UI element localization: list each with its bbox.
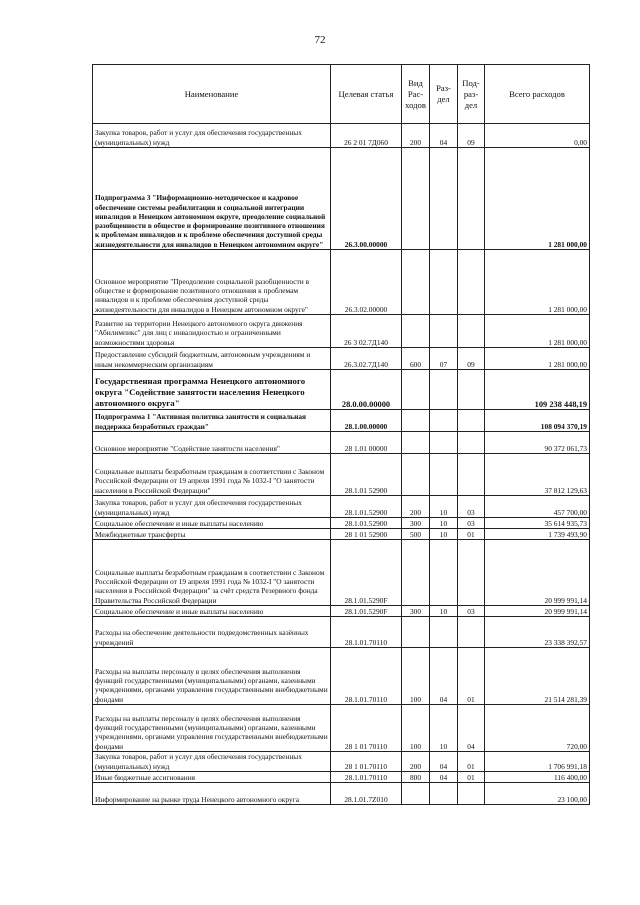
- table-cell-section: 10: [430, 705, 458, 752]
- table-cell-name: Закупка товаров, работ и услуг для обеспечения государственных (муниципальных) нужд: [93, 752, 331, 772]
- table-cell-name: Иные бюджетные ассигнования: [93, 772, 331, 783]
- table-cell-total: 1 281 000,00: [485, 348, 590, 370]
- table-cell-subsection: 01: [458, 772, 485, 783]
- table-cell-name: Закупка товаров, работ и услуг для обеспечения государственных (муниципальных) нужд: [93, 496, 331, 518]
- table-cell-code: 26 2 01 7Д060: [331, 124, 402, 148]
- table-cell-type: [402, 540, 430, 606]
- table-cell-total: 35 614 935,73: [485, 518, 590, 529]
- table-row: [93, 529, 590, 540]
- table-cell-code: 28 1 01.70110: [331, 752, 402, 772]
- table-cell-code: 28.1.01.5290F: [331, 540, 402, 606]
- table-cell-code: 28.1.01.70110: [331, 648, 402, 705]
- table-cell-code: 28 1.01 00000: [331, 432, 402, 454]
- table-cell-section: 04: [430, 772, 458, 783]
- page-number: 72: [314, 34, 326, 46]
- header-type: Вид Рас-ходов: [402, 65, 430, 124]
- table-cell-type: [402, 783, 430, 805]
- table-row: [93, 348, 590, 370]
- table-cell-name: Развитие на территории Ненецкого автономного округа движения "Абилимпикс" для лиц с инвалидностью и ограниченными возможностями здоровья: [93, 315, 331, 348]
- table-cell-type: 600: [402, 348, 430, 370]
- table-cell-code: 28 1 01 52900: [331, 529, 402, 540]
- table-cell-type: 100: [402, 648, 430, 705]
- table-cell-total: 1 281 000,00: [485, 250, 590, 315]
- table-cell-code: 28.1.01.70110: [331, 772, 402, 783]
- table-cell-type: 200: [402, 752, 430, 772]
- table-row: [93, 250, 590, 315]
- header-section: Раз-дел: [430, 65, 458, 124]
- table-row: [93, 540, 590, 606]
- table-cell-subsection: [458, 540, 485, 606]
- table-cell-type: 100: [402, 705, 430, 752]
- table-cell-subsection: [458, 148, 485, 250]
- table-row: [93, 648, 590, 705]
- table-cell-section: 07: [430, 348, 458, 370]
- table-cell-section: [430, 432, 458, 454]
- table-cell-total: 1 281 000,00: [485, 148, 590, 250]
- table-cell-subsection: [458, 432, 485, 454]
- table-cell-name: Социальное обеспечение и иные выплаты населению: [93, 518, 331, 529]
- table-cell-section: 10: [430, 496, 458, 518]
- table-cell-section: [430, 250, 458, 315]
- table-row: [93, 432, 590, 454]
- table-cell-subsection: 09: [458, 348, 485, 370]
- table-cell-total: 116 400,00: [485, 772, 590, 783]
- table-cell-section: [430, 617, 458, 648]
- table-cell-code: 28 1 01 70110: [331, 705, 402, 752]
- table-cell-total: 20 999 991,14: [485, 606, 590, 617]
- table-row: [93, 496, 590, 518]
- table-cell-code: 26 3 02.7Д140: [331, 315, 402, 348]
- table-cell-total: 23 338 392,57: [485, 617, 590, 648]
- table-cell-total: 21 514 281,39: [485, 648, 590, 705]
- table-cell-section: [430, 454, 458, 496]
- table-cell-type: 300: [402, 606, 430, 617]
- table-cell-name: Расходы на выплаты персоналу в целях обеспечения выполнения функций государственными (муниципальными) органами, казенными учреждениями, органами управления государственными внебюджетными фондами: [93, 705, 331, 752]
- table-cell-section: [430, 783, 458, 805]
- table-cell-section: 10: [430, 518, 458, 529]
- table-cell-name: Информирование на рынке труда Ненецкого автономного округа: [93, 783, 331, 805]
- table-cell-name: Подпрограмма 3 "Информационно-методическое и кадровое обеспечение системы реабилитации и социальной интеграции инвалидов в Ненецком автономном округе, преодоление социальной разобщенности в обществе и формирование позитивного отношения к проблемам инвалидов и к проблеме обеспечения доступной среды жизнедеятельности для инвалидов в Ненецком автономном округе": [93, 148, 331, 250]
- table-cell-type: [402, 410, 430, 432]
- table-cell-total: 1 281 000,00: [485, 315, 590, 348]
- table-cell-section: [430, 370, 458, 410]
- table-cell-type: [402, 315, 430, 348]
- table-cell-type: [402, 370, 430, 410]
- table-cell-code: 26.3.00.00000: [331, 148, 402, 250]
- table-cell-type: [402, 250, 430, 315]
- table-cell-name: Закупка товаров, работ и услуг для обеспечения государственных (муниципальных) нужд: [93, 124, 331, 148]
- table-cell-subsection: [458, 617, 485, 648]
- table-cell-total: 108 094 370,19: [485, 410, 590, 432]
- table-row: [93, 752, 590, 772]
- table-row: [93, 124, 590, 148]
- table-row: [93, 410, 590, 432]
- table-cell-code: 28.1.01.5290F: [331, 606, 402, 617]
- table-cell-type: 800: [402, 772, 430, 783]
- table-row: [93, 148, 590, 250]
- table-cell-type: 500: [402, 529, 430, 540]
- table-cell-name: Подпрограмма 1 "Активная политика занятости и социальная поддержка безработных граждан": [93, 410, 331, 432]
- table-cell-total: 1 706 991,18: [485, 752, 590, 772]
- table-cell-name: Основное мероприятие "Содействие занятости населения": [93, 432, 331, 454]
- table-row: [93, 783, 590, 805]
- table-cell-name: Социальные выплаты безработным гражданам в соответствии с Законом Российской Федерации от 19 апреля 1991 года № 1032-I "О занятости населения в Российской Федерации" за счёт средств Резервного фонда Правительства Российской Федерации: [93, 540, 331, 606]
- budget-table: [92, 64, 590, 805]
- table-row: [93, 518, 590, 529]
- table-cell-total: 20 999 991,14: [485, 540, 590, 606]
- table-cell-code: 28.1.01 52900: [331, 454, 402, 496]
- table-row: [93, 705, 590, 752]
- table-cell-subsection: 01: [458, 648, 485, 705]
- table-cell-section: 10: [430, 529, 458, 540]
- table-cell-section: [430, 410, 458, 432]
- table-cell-type: [402, 432, 430, 454]
- table-cell-section: [430, 148, 458, 250]
- table-cell-total: 23 100,00: [485, 783, 590, 805]
- table-cell-total: 109 238 448,19: [485, 370, 590, 410]
- table-cell-section: [430, 315, 458, 348]
- table-row: [93, 454, 590, 496]
- header-target: Целевая статья: [331, 65, 402, 124]
- header-subsection: Под-раз-дел: [458, 65, 485, 124]
- table-cell-total: 457 700,00: [485, 496, 590, 518]
- table-cell-subsection: [458, 783, 485, 805]
- table-cell-code: 28.1.01.52900: [331, 496, 402, 518]
- table-cell-subsection: 03: [458, 496, 485, 518]
- table-cell-subsection: 03: [458, 606, 485, 617]
- table-cell-section: [430, 540, 458, 606]
- table-cell-total: 0,00: [485, 124, 590, 148]
- table-row: [93, 772, 590, 783]
- table-cell-name: Предоставление субсидий бюджетным, автономным учреждениям и иным некоммерческим организациям: [93, 348, 331, 370]
- table-cell-type: [402, 454, 430, 496]
- table-cell-total: 720,00: [485, 705, 590, 752]
- table-cell-code: 26.3.02.7Д140: [331, 348, 402, 370]
- table-cell-subsection: [458, 454, 485, 496]
- table-cell-name: Расходы на выплаты персоналу в целях обеспечения выполнения функций государственными (муниципальными) органами, казенными учреждениями, органами управления государственными внебюджетными фондами: [93, 648, 331, 705]
- table-cell-type: [402, 617, 430, 648]
- table-cell-section: 04: [430, 648, 458, 705]
- table-cell-type: 200: [402, 124, 430, 148]
- table-cell-subsection: [458, 370, 485, 410]
- table-cell-type: 200: [402, 496, 430, 518]
- table-cell-subsection: 09: [458, 124, 485, 148]
- table-cell-name: Межбюджетные трансферты: [93, 529, 331, 540]
- table-cell-section: 04: [430, 124, 458, 148]
- table-cell-subsection: 01: [458, 529, 485, 540]
- table-cell-total: 90 372 061,73: [485, 432, 590, 454]
- table-cell-name: Государственная программа Ненецкого автономного округа "Содействие занятости населения Ненецкого автономного округа": [93, 370, 331, 410]
- table-row: [93, 617, 590, 648]
- table-cell-subsection: [458, 250, 485, 315]
- header-name: Наименование: [93, 65, 331, 124]
- table-cell-code: 28.1.01.70110: [331, 617, 402, 648]
- table-cell-subsection: 03: [458, 518, 485, 529]
- table-cell-subsection: [458, 315, 485, 348]
- table-cell-total: 1 739 493,90: [485, 529, 590, 540]
- table-cell-section: 04: [430, 752, 458, 772]
- table-row: [93, 370, 590, 410]
- table-cell-code: 26.3.02.00000: [331, 250, 402, 315]
- table-cell-code: 28.1.00.00000: [331, 410, 402, 432]
- table-cell-name: Основное мероприятие "Преодоление социальной разобщенности в обществе и формирование позитивного отношения к проблемам инвалидов и к проблеме обеспечения доступной среды жизнедеятельности для инвалидов в Ненецком автономном округе": [93, 250, 331, 315]
- table-cell-type: 300: [402, 518, 430, 529]
- table-cell-subsection: 01: [458, 752, 485, 772]
- table-cell-total: 37 812 129,63: [485, 454, 590, 496]
- table-cell-section: 10: [430, 606, 458, 617]
- table-row: [93, 315, 590, 348]
- table-cell-name: Расходы на обеспечение деятельности подведомственных казённых учреждений: [93, 617, 331, 648]
- table-cell-code: 28.1.01.7Z010: [331, 783, 402, 805]
- table-cell-subsection: [458, 410, 485, 432]
- table-cell-code: 28.0.00.00000: [331, 370, 402, 410]
- table-cell-name: Социальные выплаты безработным гражданам в соответствии с Законом Российской Федерации от 19 апреля 1991 года № 1032-I "О занятости населения в Российской Федерации": [93, 454, 331, 496]
- header-total: Всего расходов: [485, 65, 590, 124]
- table-row: [93, 606, 590, 617]
- table-cell-code: 28.1.01.52900: [331, 518, 402, 529]
- table-cell-name: Социальное обеспечение и иные выплаты населению: [93, 606, 331, 617]
- table-header-row: [93, 65, 590, 124]
- table-cell-type: [402, 148, 430, 250]
- table-cell-subsection: 04: [458, 705, 485, 752]
